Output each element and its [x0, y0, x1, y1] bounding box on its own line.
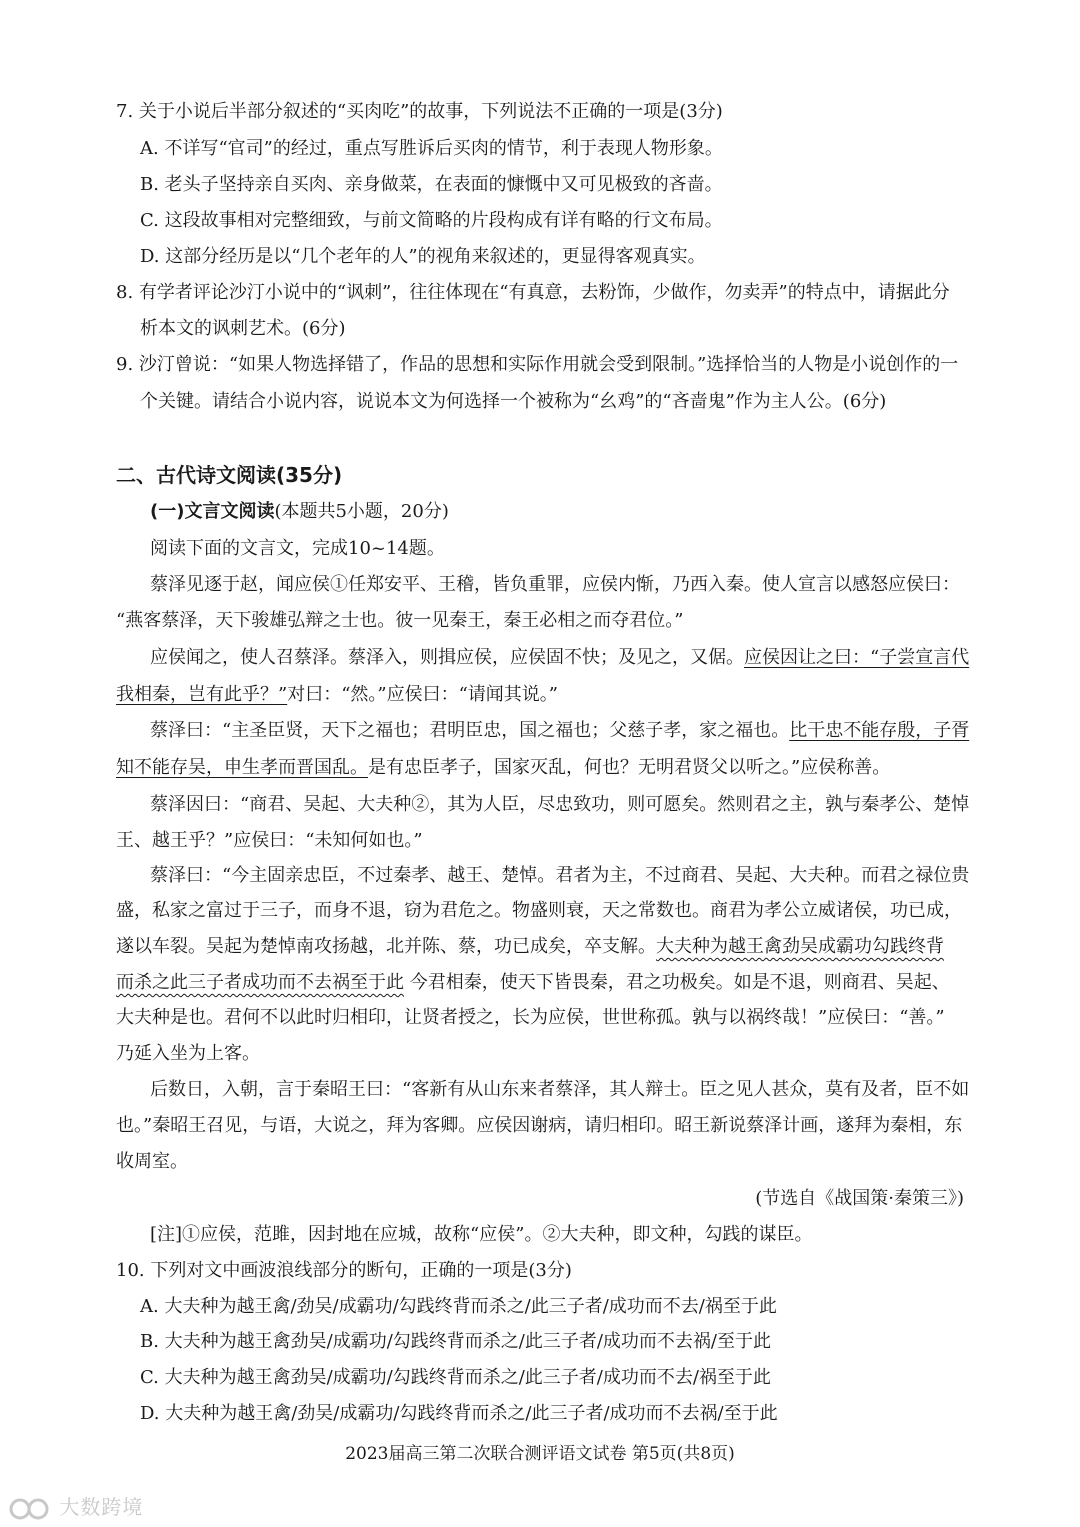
p5-plain: 遂以车裂。吴起为楚悼南攻扬越，北并陈、蔡，功已成矣，卒支解。 — [116, 936, 656, 957]
p3-underlined-part-1: 比干忠不能存殷，子胥 — [789, 720, 970, 741]
page-footer: 2023届高三第二次联合测评语文试卷 第5页(共8页) — [345, 1444, 735, 1464]
watermark-text: 大数跨境 — [59, 1495, 144, 1519]
p2-underlined-part-1: 应侯因让之曰：“子尝宣言代 — [744, 647, 970, 668]
p3-plain-2: 是有忠臣孝子，国家灭乱，何也？无明君贤父以听之。”应侯称善。 — [368, 757, 891, 778]
passage-note: [注]①应侯，范雎，因封地在应城，故称“应侯”。②大夫种，即文种，勾践的谋臣。 — [150, 1224, 813, 1245]
passage-p5-line-5: 大夫种是也。君何不以此时归相印，让贤者授之，长为应侯，世世称孤。孰与以祸终哉！”应侯曰：“善。” — [116, 1007, 945, 1028]
passage-p4-line-2: 王、越王乎？”应侯曰：“未知何如也。” — [116, 830, 423, 851]
question-8-line-2: 析本文的讽刺艺术。(6分) — [140, 318, 346, 339]
section-2-title: 二、古代诗文阅读(35分) — [116, 463, 343, 487]
passage-p2-line-2 — [116, 683, 558, 707]
subtitle-bold: (一)文言文阅读 — [150, 501, 275, 522]
question-10-option-b: B. 大夫种为越王禽劲吴/成霸功/勾践终背而杀之/此三子者/成功而不去祸/至于此 — [140, 1331, 771, 1352]
passage-p5-line-1: 蔡泽曰：“今主固亲忠臣，不过秦孝、越王、楚悼。君者为主，不过商君、吴起、大夫种。而君之禄位贵 — [150, 865, 970, 886]
passage-p5-line-3 — [116, 935, 944, 959]
question-9-line-2: 个关键。请结合小说内容，说说本文为何选择一个被称为“幺鸡”的“吝啬鬼”作为主人公。(6分) — [140, 391, 887, 412]
passage-p6-line-3: 收周室。 — [116, 1151, 188, 1172]
passage-p6-line-2: 也。”秦昭王召见，与语，大说之，拜为客卿。应侯因谢病，请归相印。昭王新说蔡泽计画，遂拜为秦相，东 — [116, 1115, 963, 1136]
watermark-logo-icon — [8, 1496, 52, 1522]
p3-underlined-part-2: 知不能存吴，申生孝而晋国乱。 — [116, 757, 368, 778]
question-8-line-1: 8. 有学者评论沙汀小说中的“讽刺”，往往体现在“有真意，去粉饰，少做作，勿卖弄”的特点中，请据此分 — [116, 282, 950, 303]
p5-wavy-part-2: 而杀之此三子者成功而不去祸至于此 — [116, 972, 404, 993]
question-7-stem: 7. 关于小说后半部分叙述的“买肉吃”的故事，下列说法不正确的一项是(3分) — [116, 101, 723, 122]
watermark — [8, 1491, 143, 1522]
p3-plain: 蔡泽曰：“主圣臣贤，天下之福也；君明臣忠，国之福也；父慈子孝，家之福也。 — [150, 720, 790, 741]
question-10-option-d: D. 大夫种为越王禽/劲吴/成霸功/勾践终背而杀之/此三子者/成功而不去祸/至于此 — [140, 1403, 778, 1424]
passage-p5-line-4 — [116, 971, 950, 995]
question-10-option-c: C. 大夫种为越王禽劲吴/成霸功/勾践终背而杀之/此三子者/成功而不去/祸至于此 — [140, 1367, 771, 1388]
question-9-line-1: 9. 沙汀曾说：“如果人物选择错了，作品的思想和实际作用就会受到限制。”选择恰当的人物是小说创作的一 — [116, 354, 959, 375]
passage-source: (节选自《战国策·秦策三》) — [755, 1188, 964, 1209]
question-10-stem: 10. 下列对文中画波浪线部分的断句，正确的一项是(3分) — [116, 1260, 572, 1281]
p2-plain-2: 对曰：“然。”应侯曰：“请闻其说。” — [287, 684, 559, 705]
question-7-option-a: A. 不详写“官司”的经过，重点写胜诉后买肉的情节，利于表现人物形象。 — [140, 138, 723, 159]
instruction: 阅读下面的文言文，完成10~14题。 — [150, 538, 445, 559]
question-7-option-b: B. 老头子坚持亲自买肉、亲身做菜，在表面的慷慨中又可见极致的吝啬。 — [140, 174, 723, 195]
passage-p4-line-1: 蔡泽因曰：“商君、吴起、大夫种②，其为人臣，尽忠致功，则可愿矣。然则君之主，孰与秦孝公、楚悼 — [150, 794, 970, 815]
subtitle-rest: (本题共5小题，20分) — [274, 501, 449, 522]
p2-plain: 应侯闻之，使人召蔡泽。蔡泽入，则揖应侯，应侯固不快；及见之，又倨。 — [150, 647, 744, 668]
passage-p5-line-6: 乃延入坐为上客。 — [116, 1043, 260, 1064]
passage-p5-line-2: 盛，私家之富过于三子，而身不退，窃为君危之。物盛则衰，天之常数也。商君为孝公立威诸侯，功已成， — [116, 900, 962, 921]
passage-p3-line-1 — [150, 719, 969, 743]
question-7-option-c: C. 这段故事相对完整细致，与前文简略的片段构成有详有略的行文布局。 — [140, 210, 723, 231]
passage-p1-line-2: “燕客蔡泽，天下骏雄弘辩之士也。彼一见秦王，秦王必相之而夺君位。” — [116, 610, 684, 631]
p5-wavy-part-1: 大夫种为越王禽劲吴成霸功勾践终背 — [656, 936, 944, 957]
p2-underlined-part-2: 我相秦，岂有此乎？” — [116, 684, 288, 705]
passage-p6-line-1: 后数日，入朝，言于秦昭王曰：“客新有从山东来者蔡泽，其人辩士。臣之见人甚众，莫有及者，臣不如 — [150, 1079, 970, 1100]
p5-plain-2: 今君相秦，使天下皆畏秦，君之功极矣。如是不退，则商君、吴起、 — [409, 972, 950, 993]
passage-p3-line-2 — [116, 756, 890, 780]
passage-p2-line-1 — [150, 646, 969, 670]
passage-p1-line-1: 蔡泽见逐于赵，闻应侯①任郑安平、王稽，皆负重罪，应侯内惭，乃西入秦。使人宣言以感怒应侯曰： — [150, 574, 960, 595]
section-2-subtitle — [150, 500, 449, 524]
question-7-option-d: D. 这部分经历是以“几个老年的人”的视角来叙述的，更显得客观真实。 — [140, 246, 706, 267]
question-10-option-a: A. 大夫种为越王禽/劲吴/成霸功/勾践终背而杀之/此三子者/成功而不去/祸至于此 — [140, 1296, 777, 1317]
